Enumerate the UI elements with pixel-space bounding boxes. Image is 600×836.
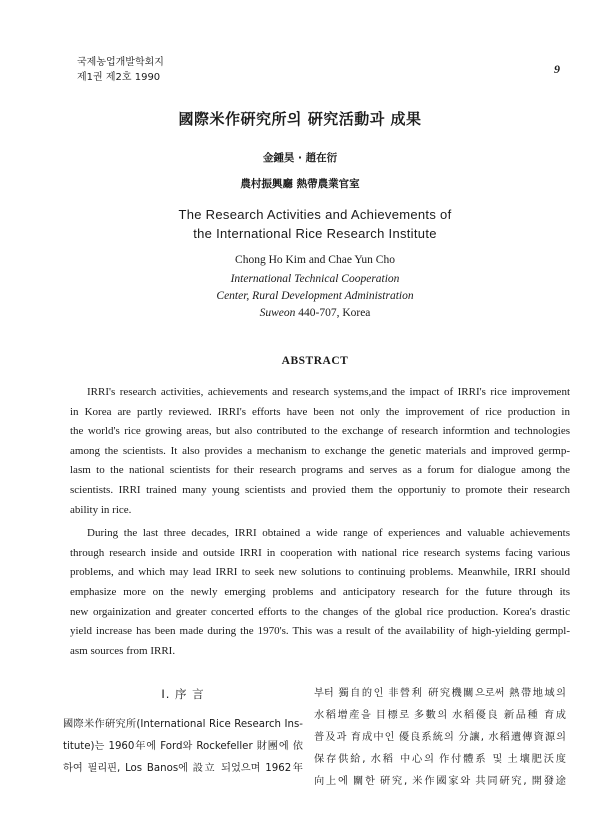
body-line: 國際米作硏究所(International Rice Research Ins-: [63, 719, 303, 730]
abstract-line: ability in rice.: [70, 503, 132, 516]
abstract-line: through research inside and outside IRRI in cooperation with national rice research systems facing various: [70, 546, 570, 559]
journal-volume: 제1권 제2호 1990: [77, 72, 161, 83]
paper-title-english: [0, 205, 600, 243]
body-line: 하여 필리핀, Los Banos에 設立 되었으며 1962年: [63, 763, 303, 774]
abstract-line: among the scientists. It also provides a mechanism to exchange the genetic materials and improved germp-: [70, 444, 570, 457]
abstract-line: lasm to the national scientists for their research programs and serves as a forum for dialogue among the: [70, 464, 570, 477]
body-left-column: [63, 683, 303, 780]
body-line: 부터 獨自的인 非營利 硏究機關으로써 熱帶地域의: [314, 688, 566, 699]
affiliation-korean: 農村振興廳 熱帶農業官室: [240, 178, 360, 190]
abstract-line: problems, and which may lead IRRI to seek new solutions to continuing problems. Meanwhile, IRRI should: [70, 566, 570, 579]
abstract-line: new orgainization and greater concerted efforts to the changes of the global rice production. Korea's drastic: [70, 605, 570, 618]
abstract-line: in Korea are partly reviewed. IRRI's efforts have been not only the improvement of rice production in: [70, 405, 570, 418]
body-line: 水稻增産을 目標로 多數의 水稻優良 新品種 育成: [314, 710, 566, 721]
page-number: 9: [554, 62, 560, 76]
abstract-body: [70, 383, 570, 661]
affiliation-english-line3: [0, 305, 600, 322]
affiliation-postal: 440-707, Korea: [295, 307, 371, 319]
body-line: 普及과 育成中인 優良系統의 分讓, 水稻遺傳資源의: [314, 732, 566, 743]
paper-title-korean: 國際米作硏究所의 硏究活動과 成果: [178, 110, 422, 128]
abstract-paragraph-2: [70, 524, 570, 661]
abstract-heading: ABSTRACT: [281, 355, 349, 367]
abstract-line: asm sources from IRRI.: [70, 644, 176, 657]
title-english-line2: the International Rice Research Institute: [193, 226, 437, 241]
title-english-line1: The Research Activities and Achievements of: [178, 207, 452, 222]
journal-header: [77, 55, 164, 85]
abstract-line: the world's rice growing areas, but also contributed to the exchange of research informtion and technologies: [70, 425, 570, 438]
affiliation-city: Suweon: [259, 307, 296, 319]
abstract-paragraph-1: [70, 383, 570, 520]
body-right-column: [314, 683, 566, 793]
abstract-line: yield increase has been made during the 1970's. This was a result of the availability of high-yielding germpl-: [70, 625, 570, 638]
authors-korean: 金鍾昊 · 趙在衍: [262, 152, 338, 164]
abstract-line: IRRI's research activities, achievements and research systems,and the impact of IRRI's rice improvement: [87, 386, 570, 398]
abstract-line: scientists. IRRI trained many young scientists and provied them the opportuniy to promote their research: [70, 483, 570, 496]
body-line: 向上에 關한 硏究, 米作國家와 共同硏究, 開發途: [314, 776, 566, 787]
authors-english: Chong Ho Kim and Chae Yun Cho: [235, 254, 395, 266]
abstract-line: During the last three decades, IRRI obtained a wide range of experiences and valuable achievements: [87, 527, 570, 540]
affiliation-english: [0, 271, 600, 322]
affiliation-english-line2: Center, Rural Development Administration: [216, 290, 414, 302]
body-line: titute)는 1960年에 Ford와 Rockefeller 財團에 依: [63, 741, 303, 752]
section-heading-introduction: Ⅰ. 序 言: [161, 687, 205, 701]
abstract-line: emphasize more on the newly emerging problems and anticipatory research for the future through its: [70, 585, 570, 598]
affiliation-english-line1: International Technical Cooperation: [230, 273, 400, 285]
journal-name: 국제농업개발학회지: [77, 57, 164, 68]
body-line: 保存供給, 水稻 中心의 作付體系 및 土壤肥沃度: [314, 754, 566, 765]
